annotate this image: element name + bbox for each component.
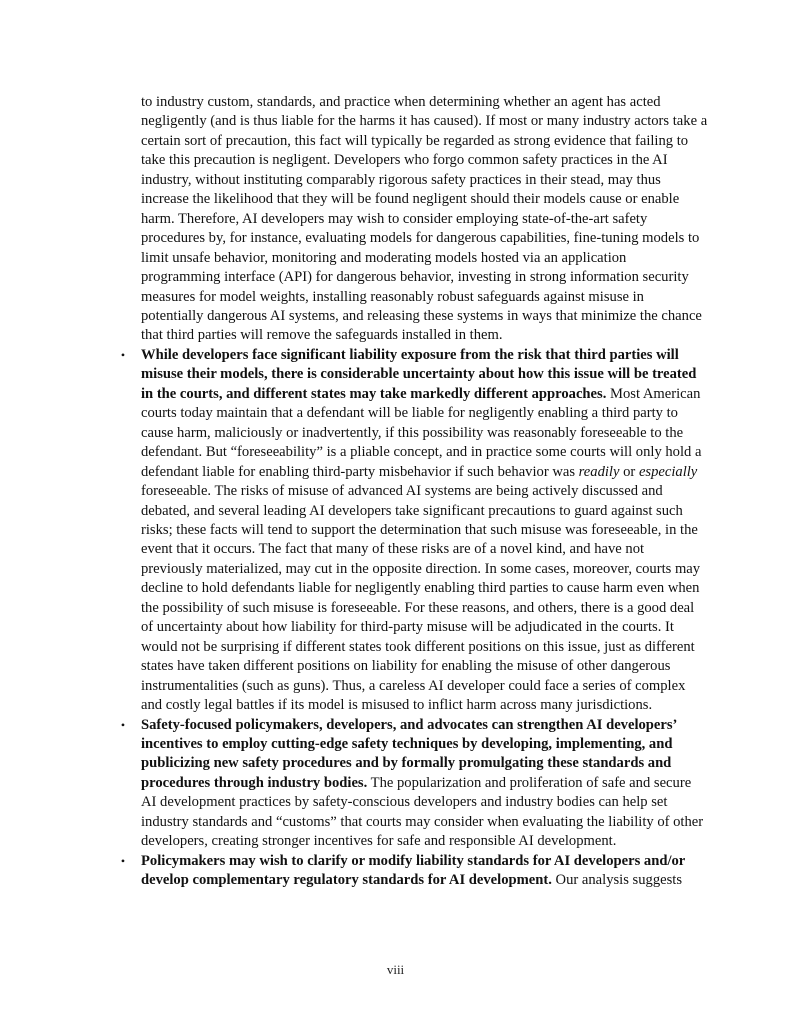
bullet-text: The popularization and proliferation of safe and secure AI development practices by safety-conscious developers and industry bodies can help set industry standards and “customs” that courts may consider when evaluating the liability of other developers, creating stronger incentives for safe and responsible AI development.	[141, 774, 704, 850]
bullet-heading: Safety-focused policymakers, developers, and advocates can strengthen AI developers’ incentives to employ cutting-edge safety techniques by developing, implementing, and publicizing new safety procedures and by formally promulgating these standards and procedures through industry bodies.	[141, 716, 677, 791]
bullet-marker: •	[120, 853, 126, 868]
intro-paragraph: to industry custom, standards, and practice when determining whether an agent has acted negligently (and is thus liable for the harms it has caused). If most or many industry actors take a certain sort of precaution, this fact will typically be regarded as strong evidence that failing to take this precaution is negligent. Developers who forgo common safety practices in the AI industry, without instituting comparably rigorous safety practices in their stead, may thus increase the likelihood that they will be found negligent should their models cause or enable harm. Therefore, AI developers may wish to consider employing state-of-the-art safety procedures by, for instance, evaluating models for dangerous capabilities, fine-tuning models to limit unsafe behavior, monitoring and moderating models hosted via an application programming interface (API) for dangerous behavior, investing in strong information security measures for model weights, installing reasonably robust safeguards against misuse in potentially dangerous AI systems, and releasing these systems in ways that minimize the chance that third parties will remove the safeguards installed in them.	[141, 94, 708, 344]
body-text	[120, 93, 709, 891]
bullet-item-liability-standards	[120, 852, 709, 891]
bullet-text: or	[619, 463, 639, 480]
page-number: viii	[386, 962, 405, 977]
bullet-text: foreseeable. The risks of misuse of advanced AI systems are being actively discussed and debated, and several leading AI developers take significant precautions to guard against such risks; these facts will tend to support the determination that such misuse was foreseeable, in the event that it occurs. The fact that many of these risks are of a novel kind, and have not previously materialized, may cut in the opposite direction. In some cases, moreover, courts may decline to hold defendants liable for negligently enabling third parties to cause harm even when the possibility of such misuse is foreseeable. For these reasons, and others, there is a good deal of uncertainty about how liability for third-party misuse will be adjudicated in the courts. It would not be surprising if different states took different positions on this issue, just as different states have taken different positions on liability for enabling the misuse of other dangerous instrumentalities (such as guns). Thus, a careless AI developer could face a series of complex and costly legal battles if its model is misused to inflict harm across many jurisdictions.	[141, 483, 701, 714]
bullet-marker: •	[120, 347, 126, 362]
bullet-text: Our analysis suggests	[551, 872, 683, 889]
bullet-item-third-party-misuse	[120, 346, 709, 716]
emphasis-text: readily	[578, 463, 620, 480]
bullet-text: Most American courts today maintain that a defendant will be liable for negligently enabling a third party to cause harm, maliciously or inadvertently, if this possibility was reasonably foreseeable to the defendant. But “foreseeability” is a pliable concept, and in practice some courts will only hold a defendant liable for enabling third-party misbehavior if such behavior was	[141, 385, 702, 480]
bullet-heading: While developers face significant liability exposure from the risk that third parties will misuse their models, there is considerable uncertainty about how this issue will be treated in the courts, and different states may take markedly different approaches.	[141, 346, 697, 402]
bullet-heading: Policymakers may wish to clarify or modify liability standards for AI developers and/or develop complementary regulatory standards for AI development.	[141, 852, 686, 889]
bullet-list	[120, 346, 709, 891]
emphasis-text: especially	[638, 463, 698, 480]
bullet-marker: •	[120, 717, 126, 732]
bullet-item-safety-incentives	[120, 716, 709, 852]
